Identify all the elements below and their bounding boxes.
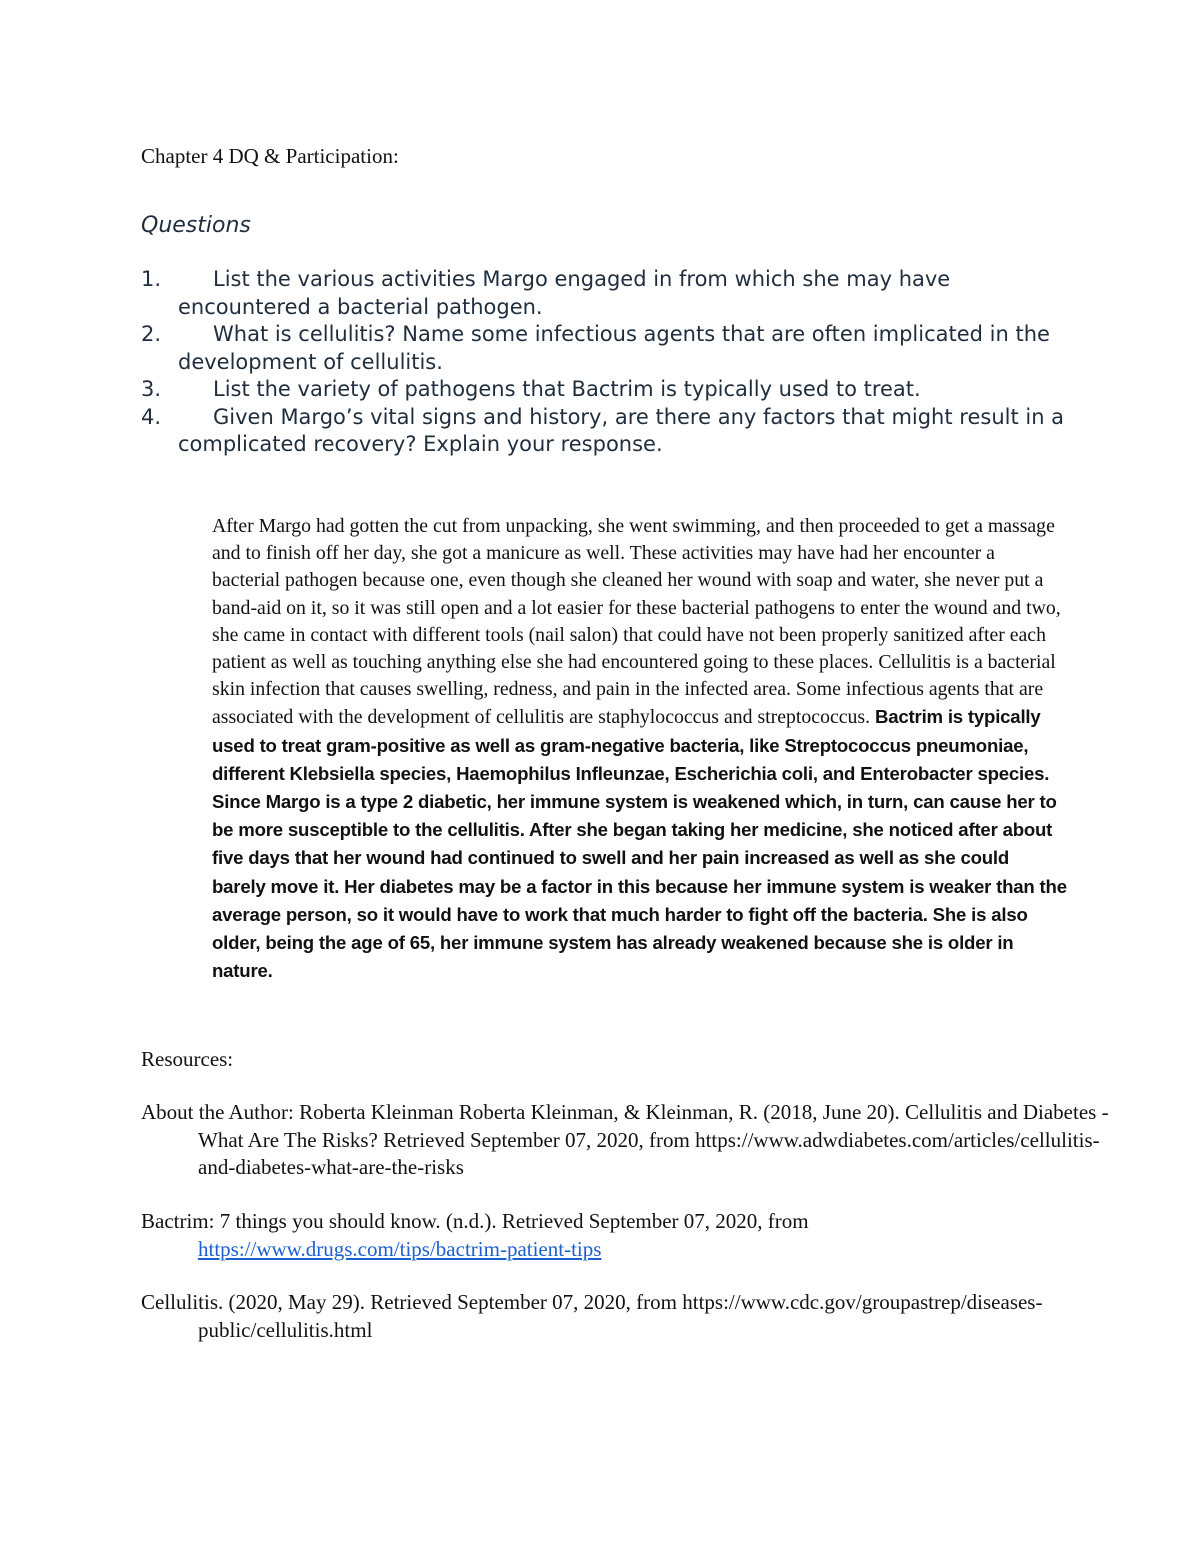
reference-item (141, 1289, 1118, 1344)
question-number: 4. (141, 404, 162, 429)
question-text: What is cellulitis? Name some infectious agents that are often implicated in the development of cellulitis. (178, 322, 1050, 374)
question-number: 1. (141, 267, 162, 291)
question-text: List the various activities Margo engaged in from which she may have encountered a bacterial pathogen. (178, 267, 951, 319)
question-item (141, 376, 1081, 404)
question-item (141, 404, 1081, 459)
question-number: 2. (141, 322, 162, 346)
reference-text: About the Author: Roberta Kleinman Roberta Kleinman, & Kleinman, R. (2018, June 20). Cellulitis and Diabetes - What Are The Risks? Retrieved September 07, 2020, from https://www.adwdiabetes.com/articles/cellulitis-and-diabetes-what-are-the-risks (141, 1100, 1109, 1179)
question-item (141, 321, 1081, 376)
resources-heading: Resources: (141, 1047, 234, 1071)
question-list (141, 266, 1081, 459)
question-number: 3. (141, 377, 162, 401)
question-item (141, 266, 1081, 321)
questions-heading: Questions (141, 213, 251, 238)
reference-item (141, 1099, 1118, 1182)
reference-item (141, 1208, 1118, 1263)
question-text: Given Margo’s vital signs and history, are there any factors that might result in a complicated recovery? Explain your response. (178, 404, 1065, 456)
reference-text: Bactrim: 7 things you should know. (n.d.). Retrieved September 07, 2020, from (141, 1209, 809, 1233)
answer-text: After Margo had gotten the cut from unpacking, she went swimming, and then proceeded to get a massage and to finish off her day, she got a manicure as well. These activities may have had her encounter a bacterial pathogen because one, even though she cleaned her wound with soap and water, she never put a band-aid on it, so it was still open and a lot easier for these bacterial pathogens to enter the wound and two, she came in contact with different tools (nail salon) that could have not been properly sanitized after each patient as well as touching anything else she had encountered going to these places. Cellulitis is a bacterial skin infection that causes swelling, redness, and pain in the infected area. Some infectious agents that are associated with the development of cellulitis are staphylococcus and streptococcus. (212, 515, 1061, 729)
answer-bold-text: Bactrim is typically used to treat gram-positive as well as gram-negative bacteria, like Streptococcus pneumoniae, different Klebsiella species, Haemophilus Infleunzae, Escherichia coli, and Enterobacter species. Since Margo is a type 2 diabetic, her immune system is weakened which, in turn, can cause her to be more susceptible to the cellulitis. After she began taking her medicine, she noticed after about five days that her wound had continued to swell and her pain increased as well as she could barely move it. Her diabetes may be a factor in this because her immune system is weaker than the average person, so it would have to work that much harder to fight off the bacteria. She is also older, being the age of 65, her immune system has already weakened because she is older in nature. (212, 706, 1067, 982)
answer-paragraph (212, 513, 1067, 985)
question-text: List the variety of pathogens that Bactrim is typically used to treat. (213, 377, 921, 401)
reference-link[interactable]: https://www.drugs.com/tips/bactrim-patient-tips (198, 1236, 602, 1261)
page-title: Chapter 4 DQ & Participation: (141, 144, 399, 168)
reference-text: Cellulitis. (2020, May 29). Retrieved September 07, 2020, from https://www.cdc.gov/groupastrep/diseases-public/cellulitis.html (141, 1290, 1043, 1342)
